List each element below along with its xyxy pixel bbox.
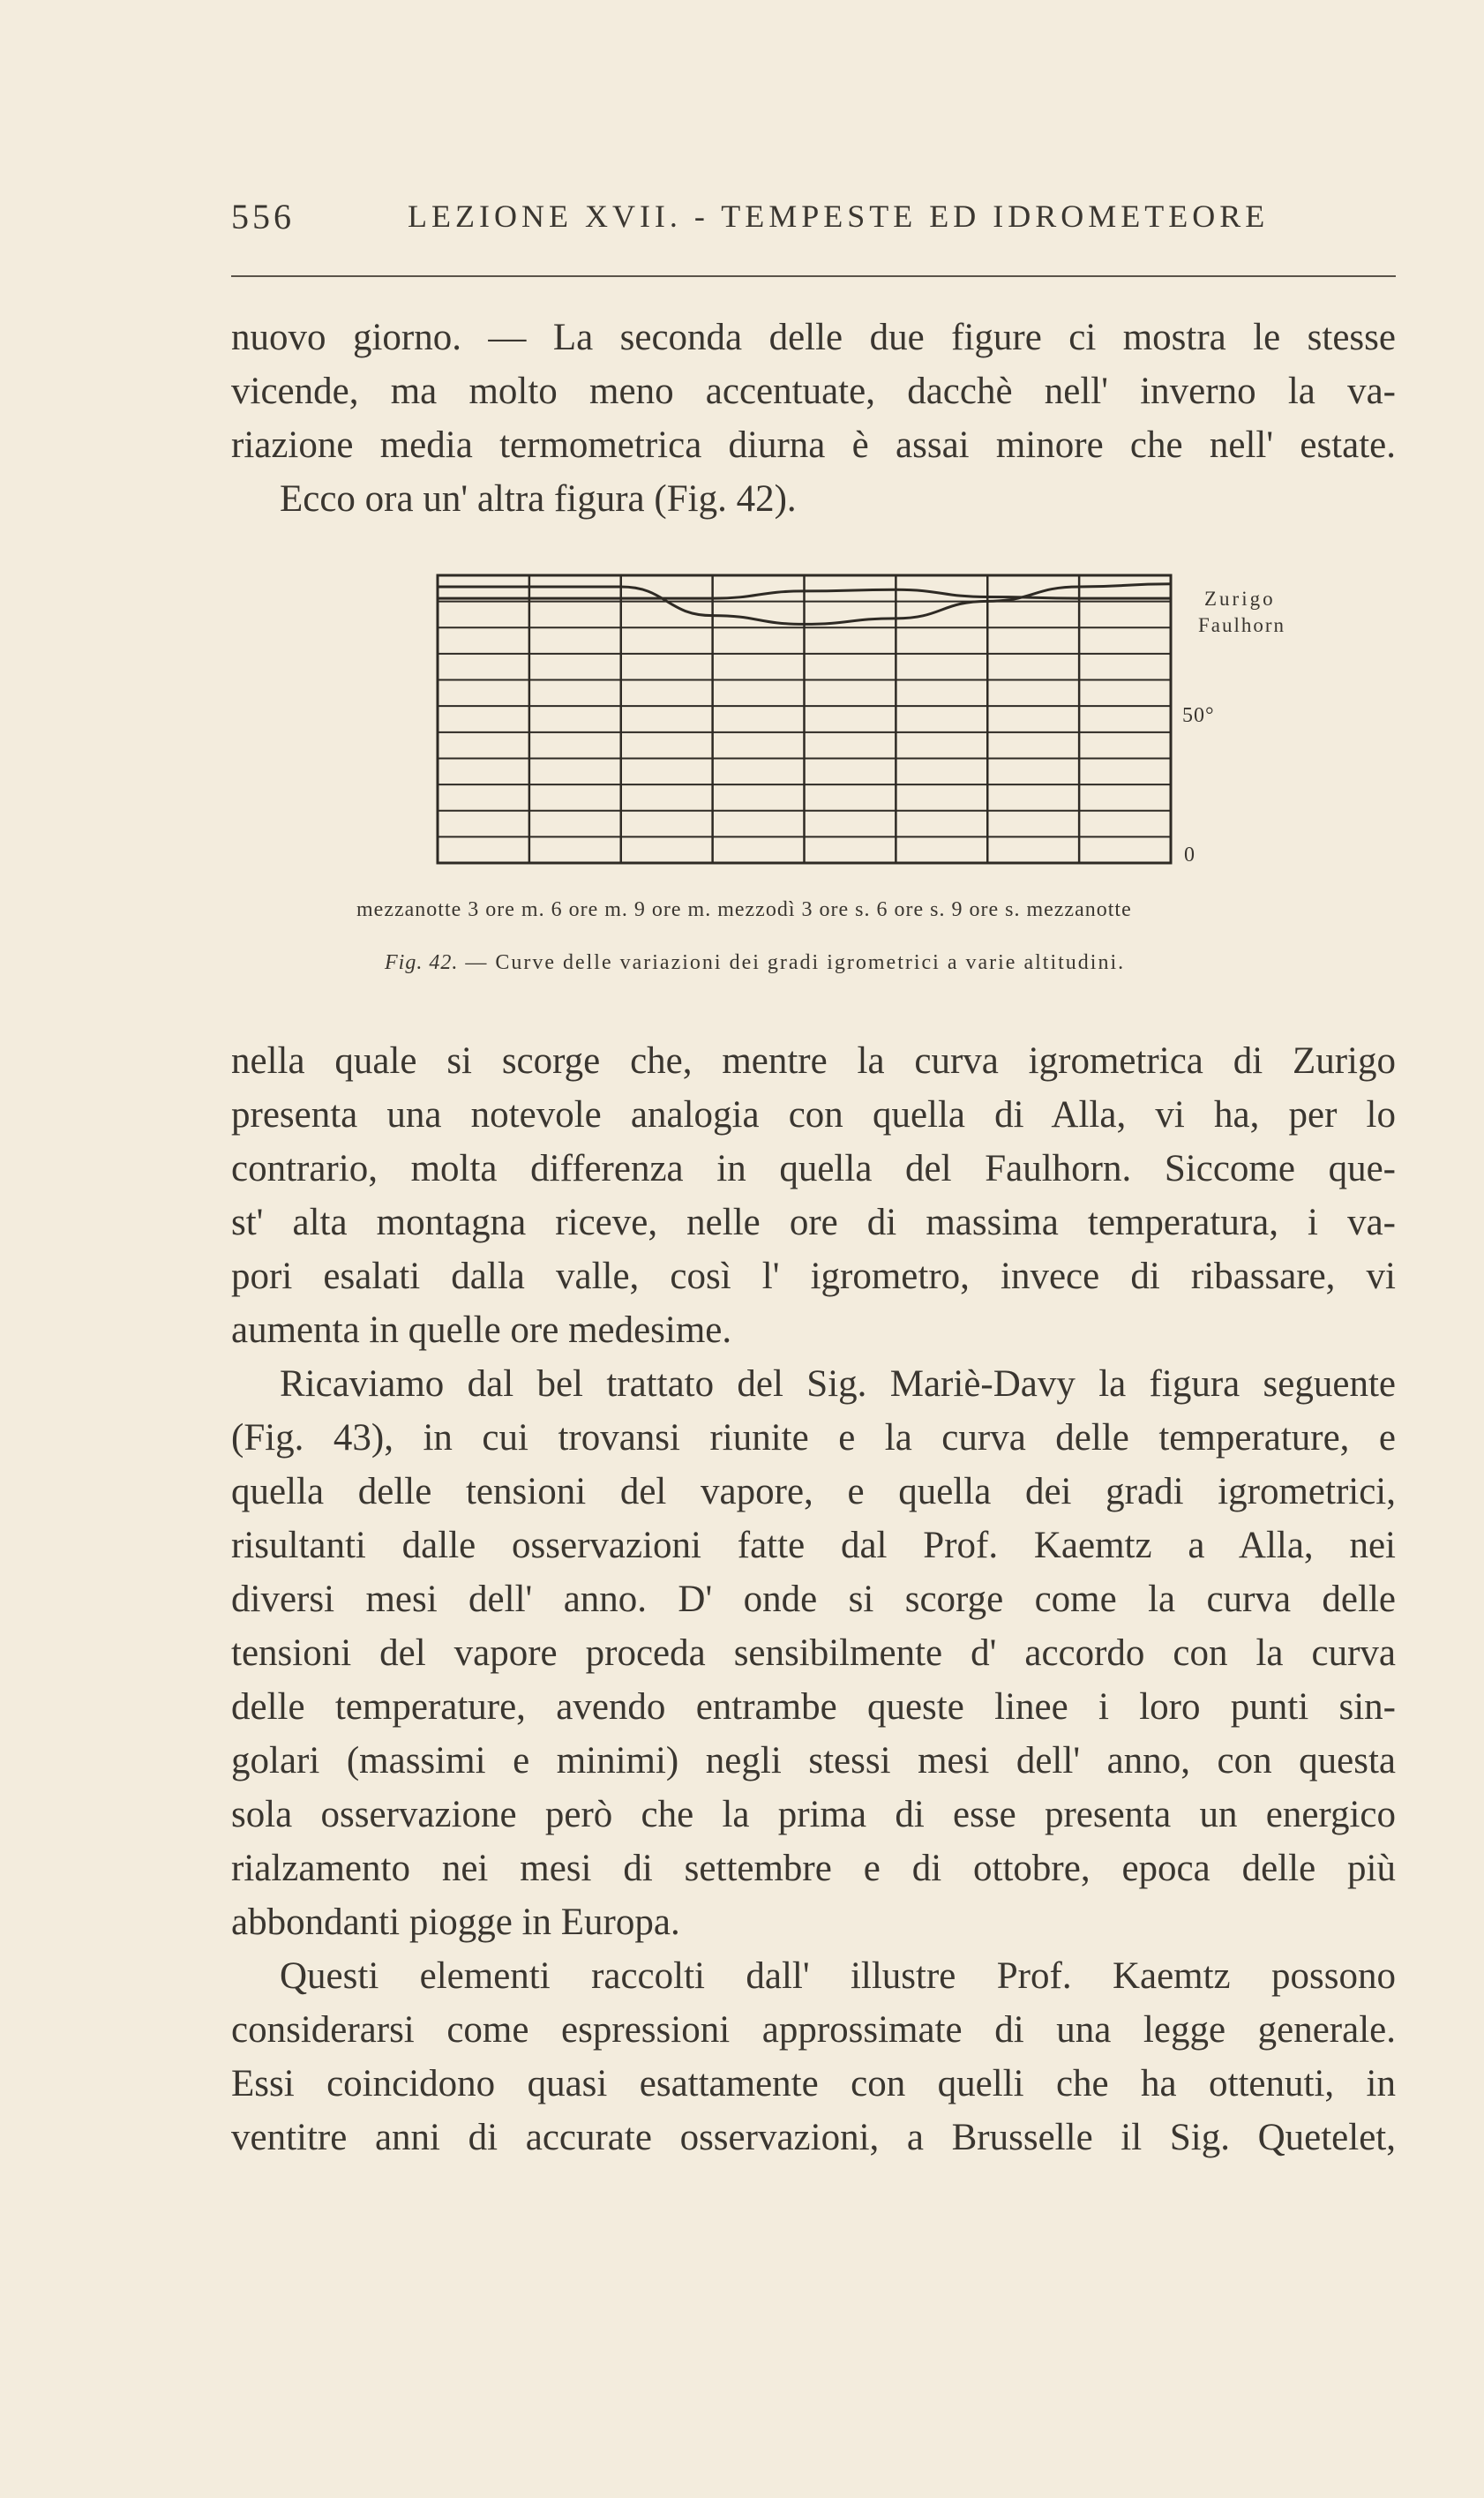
text-line: pori esalati dalla valle, così l' igrometro, invece di ribassare, vi bbox=[231, 1256, 1396, 1297]
text-line: aumenta in quelle ore medesime. bbox=[231, 1309, 732, 1351]
paragraph-1 bbox=[231, 311, 1396, 526]
text-line: considerarsi come espressioni approssimate di una legge generale. bbox=[231, 2009, 1396, 2051]
figure-42 bbox=[335, 574, 1323, 974]
text-line: nuovo giorno. — La seconda delle due figure ci mostra le stesse bbox=[231, 317, 1396, 358]
text-line: nella quale si scorge che, mentre la curva igrometrica di Zurigo bbox=[231, 1040, 1396, 1082]
running-head: LEZIONE XVII. - TEMPESTE ED IDROMETEORE bbox=[408, 199, 1270, 234]
text-line: (Fig. 43), in cui trovansi riunite e la curva delle temperature, e bbox=[231, 1417, 1396, 1459]
text-line: delle temperature, avendo entrambe queste linee i loro punti sin- bbox=[231, 1686, 1396, 1728]
text-line: riazione media termometrica diurna è assai minore che nell' estate. bbox=[231, 424, 1396, 466]
text-line-content: Ecco ora un' altra figura (Fig. 42). bbox=[280, 478, 797, 520]
text-line: presenta una notevole analogia con quella di Alla, vi ha, per lo bbox=[231, 1094, 1396, 1136]
caption-text: — Curve delle variazioni dei gradi igrometrici a varie altitudini. bbox=[465, 951, 1126, 974]
text-line: golari (massimi e minimi) negli stessi mesi dell' anno, con questa bbox=[231, 1740, 1396, 1782]
text-line: st' alta montagna riceve, nelle ore di massima temperatura, i va- bbox=[231, 1202, 1396, 1243]
x-axis-labels: mezzanotte 3 ore m. 6 ore m. 9 ore m. mezzodì 3 ore s. 6 ore s. 9 ore s. mezzanotte bbox=[356, 898, 1132, 921]
text-line-content: Ricaviamo dal bel trattato del Sig. Mariè-Davy la figura seguente bbox=[280, 1363, 1396, 1405]
text-line: risultanti dalle osservazioni fatte dal Prof. Kaemtz a Alla, nei bbox=[231, 1525, 1396, 1566]
text-line: sola osservazione però che la prima di esse presenta un energico bbox=[231, 1794, 1396, 1835]
page-header bbox=[231, 196, 1396, 249]
figure-caption bbox=[385, 951, 1320, 975]
text-line: rialzamento nei mesi di settembre e di ottobre, epoca delle più bbox=[231, 1848, 1396, 1889]
page-number: 556 bbox=[231, 197, 295, 236]
text-line bbox=[231, 1357, 1396, 1411]
text-line: Essi coincidono quasi esattamente con quelli che ha ottenuti, in bbox=[231, 2063, 1396, 2104]
text-line bbox=[231, 472, 1396, 526]
text-line: vicende, ma molto meno accentuate, dacchè nell' inverno la va- bbox=[231, 371, 1396, 412]
text-line bbox=[231, 1949, 1396, 2003]
hygrometric-chart bbox=[335, 574, 1182, 891]
y-tick-0: 0 bbox=[1184, 844, 1195, 866]
y-tick-50: 50° bbox=[1182, 704, 1215, 727]
text-line: quella delle tensioni del vapore, e quella dei gradi igrometrici, bbox=[231, 1471, 1396, 1512]
paragraph-2 bbox=[231, 1034, 1396, 2164]
text-line: diversi mesi dell' anno. D' onde si scorge come la curva delle bbox=[231, 1579, 1396, 1620]
header-rule bbox=[231, 275, 1396, 277]
text-line: abbondanti piogge in Europa. bbox=[231, 1902, 680, 1943]
text-line: tensioni del vapore proceda sensibilmente d' accordo con la curva bbox=[231, 1632, 1396, 1674]
legend-faulhorn: Faulhorn bbox=[1198, 614, 1286, 636]
text-line: contrario, molta differenza in quella del Faulhorn. Siccome que- bbox=[231, 1148, 1396, 1189]
legend-zurigo: Zurigo bbox=[1204, 588, 1276, 610]
text-line-content: Questi elementi raccolti dall' illustre Prof. Kaemtz possono bbox=[280, 1955, 1396, 1997]
caption-fig-number: Fig. 42. bbox=[385, 951, 459, 974]
text-line: ventitre anni di accurate osservazioni, a Brusselle il Sig. Quetelet, bbox=[231, 2117, 1396, 2158]
